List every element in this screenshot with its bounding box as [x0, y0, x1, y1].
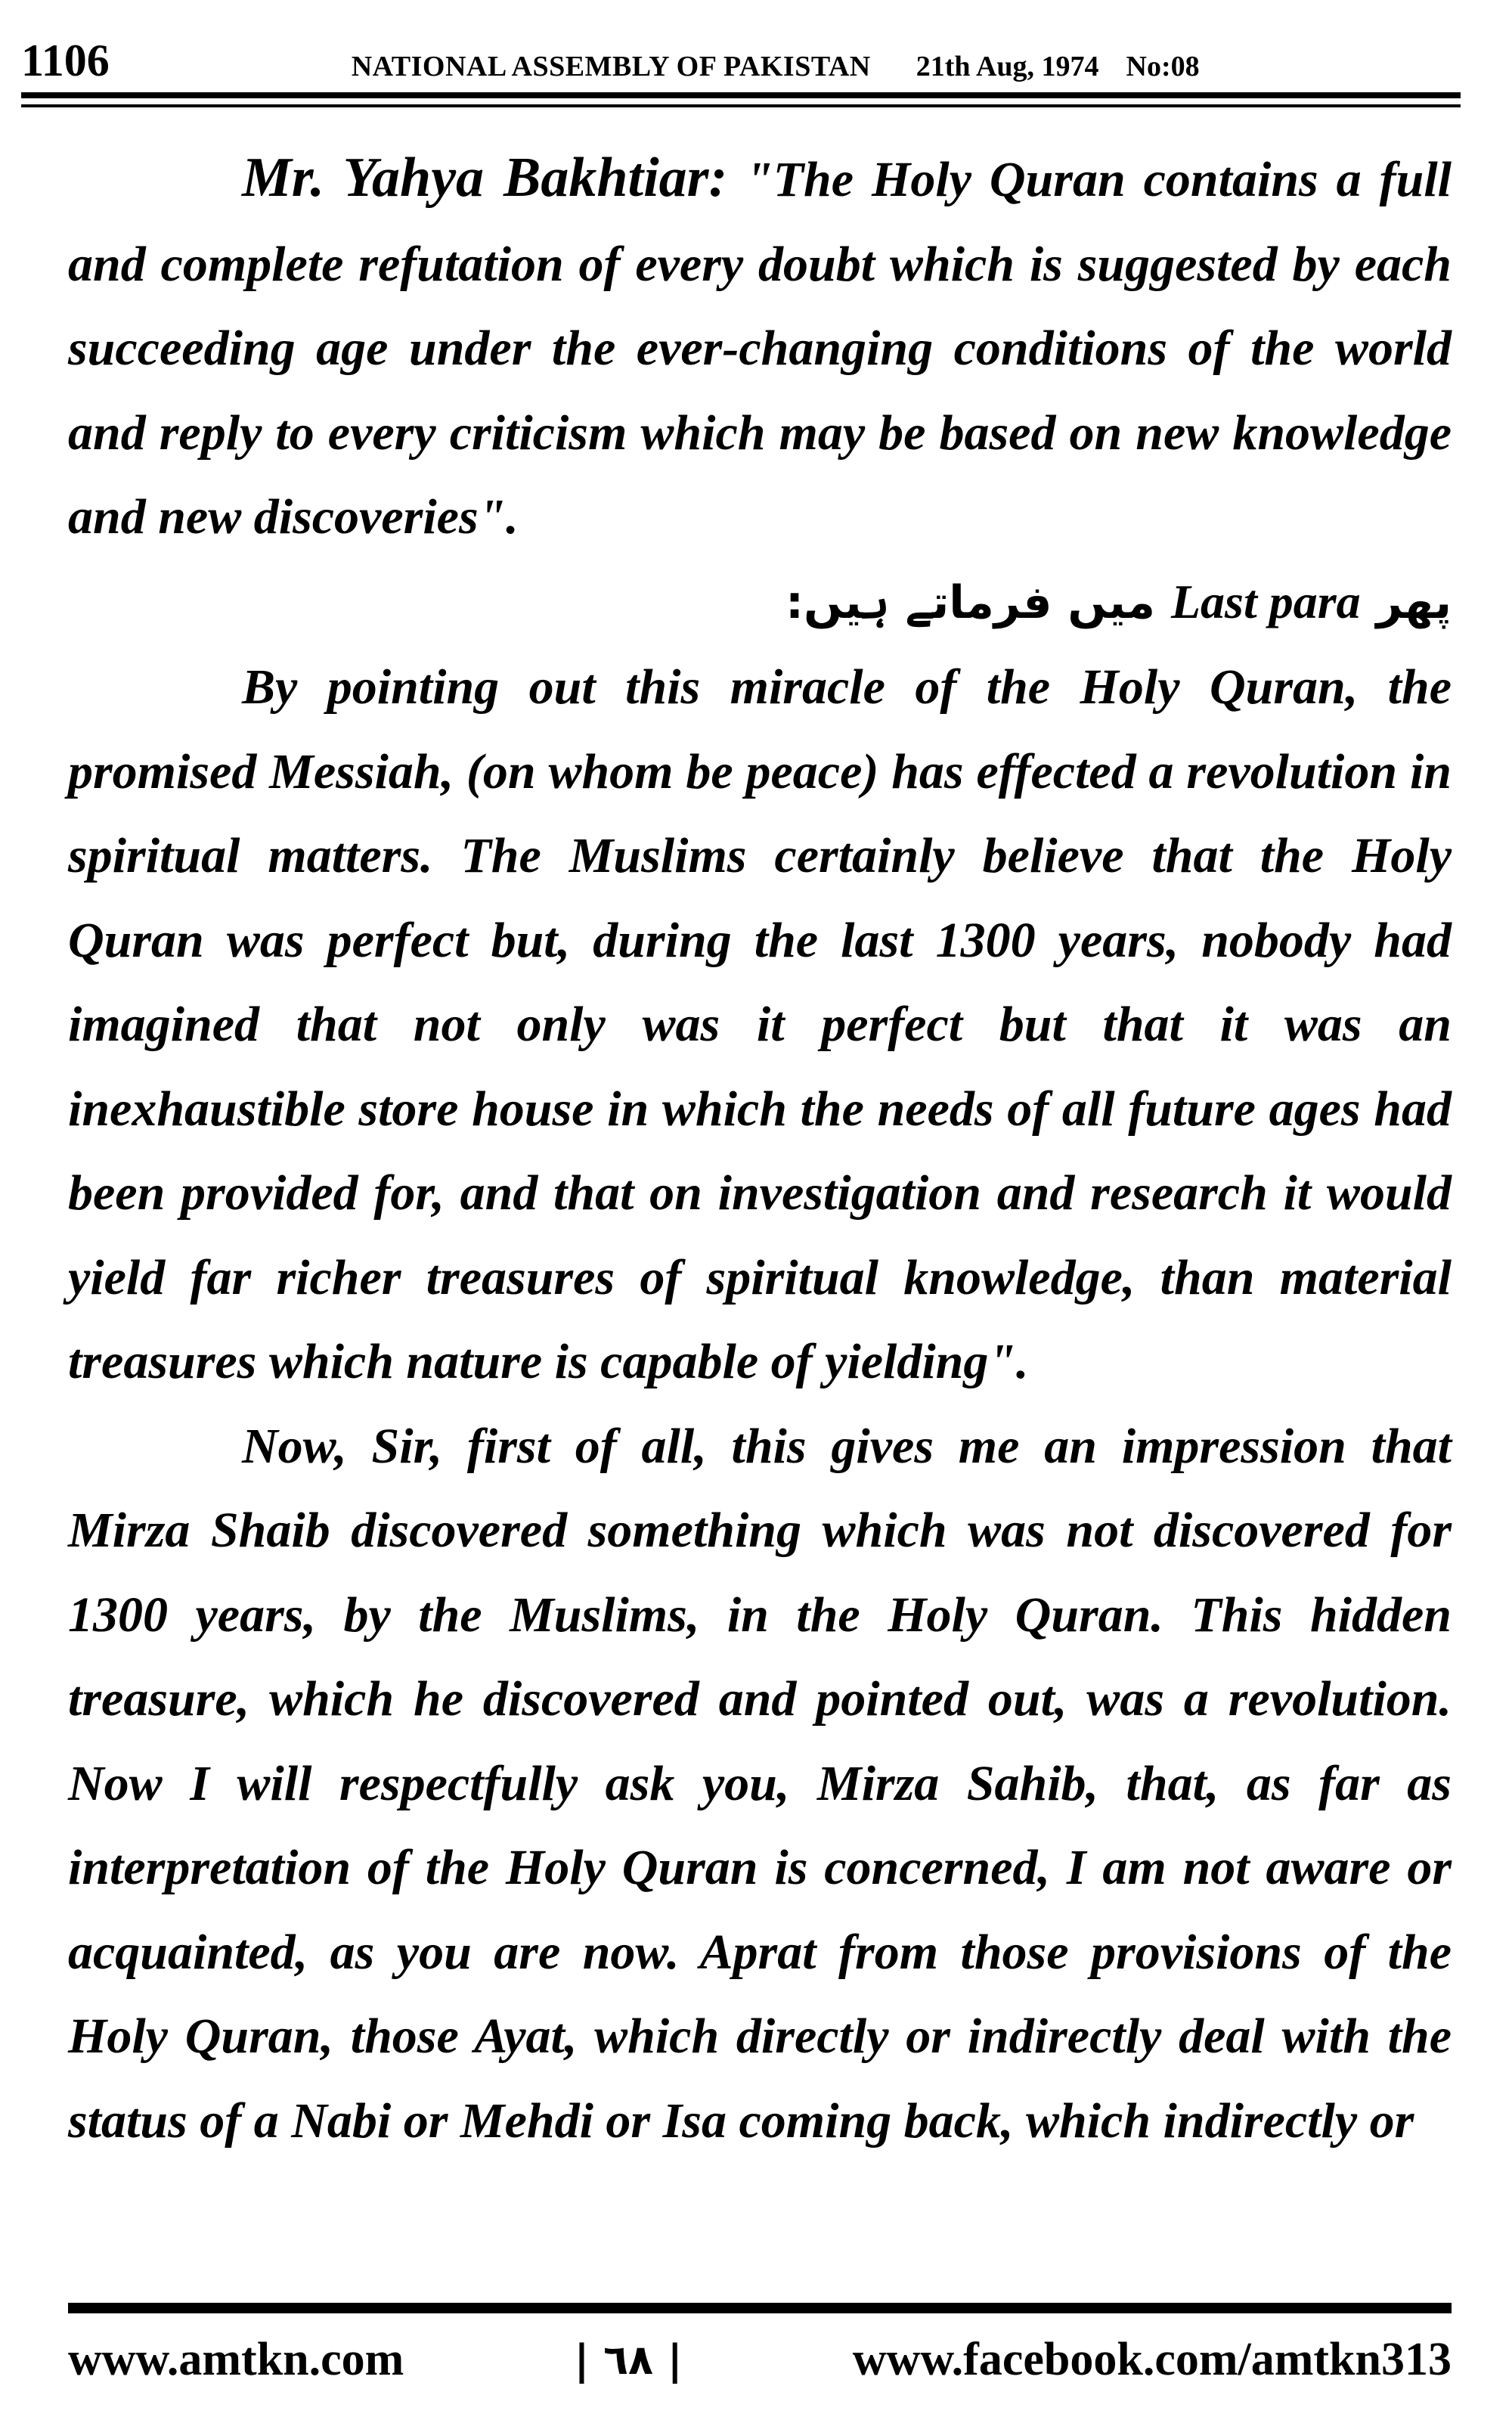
page-footer [68, 2325, 1452, 2394]
header-rule-thick [21, 92, 1461, 98]
paragraph-1-text: "The Holy Quran contains a full and complete refutation of every doubt which is suggested by each succeeding age under the ever-changing conditions of the world and reply to every criticism which may be based on new knowledge and new discoveries". [68, 152, 1452, 544]
footer-page-number: | ٦٨ | [574, 2335, 683, 2384]
footer-rule [68, 2303, 1452, 2313]
speaker-name: Mr. Yahya Bakhtiar: [242, 147, 728, 209]
page-number: 1106 [21, 36, 110, 85]
paragraph-1 [68, 136, 1452, 560]
footer-facebook-link[interactable]: www.facebook.com/amtkn313 [852, 2333, 1452, 2385]
document-body [68, 136, 1452, 2163]
paragraph-3: Now, Sir, first of all, this gives me an impression that Mirza Shaib discovered something which was not discovered for 1300 years, by the Muslims, in the Holy Quran. This hidden treasure, which he discovered and pointed out, was a revolution. Now I will respectfully ask you, Mirza Sahib, that, as far as interpretation of the Holy Quran is concerned, I am not aware or acquainted, as you are now. Aprat from those provisions of the Holy Quran, those Ayat, which directly or indirectly deal with the status of a Nabi or Mehdi or Isa coming back, which indirectly or [68, 1418, 1452, 2149]
urdu-suffix: میں فرماتے ہیں: [785, 576, 1156, 629]
urdu-latin-insert: Last para [1170, 574, 1361, 628]
footer-website-link[interactable]: www.amtkn.com [68, 2333, 404, 2385]
urdu-prefix: پھر [1376, 576, 1452, 629]
header-rule-thin [21, 104, 1461, 107]
page-header [21, 23, 1461, 83]
header-date: 21th Aug, 1974 [916, 51, 1099, 82]
header-title: NATIONAL ASSEMBLY OF PAKISTAN [351, 51, 871, 82]
urdu-line [68, 560, 1452, 646]
header-issue-number: No:08 [1126, 51, 1200, 82]
paragraph-2: By pointing out this miracle of the Holy Quran, the promised Messiah, (on whom be peace) has effected a revolution in spiritual matters. The Muslims certainly believe that the Holy Quran was perfect but, during the last 1300 years, nobody had imagined that not only was it perfect but that it was an inexhaustible store house in which the needs of all future ages had been provided for, and that on investigation and research it would yield far richer treasures of spiritual knowledge, than material treasures which nature is capable of yielding". [68, 659, 1452, 1389]
